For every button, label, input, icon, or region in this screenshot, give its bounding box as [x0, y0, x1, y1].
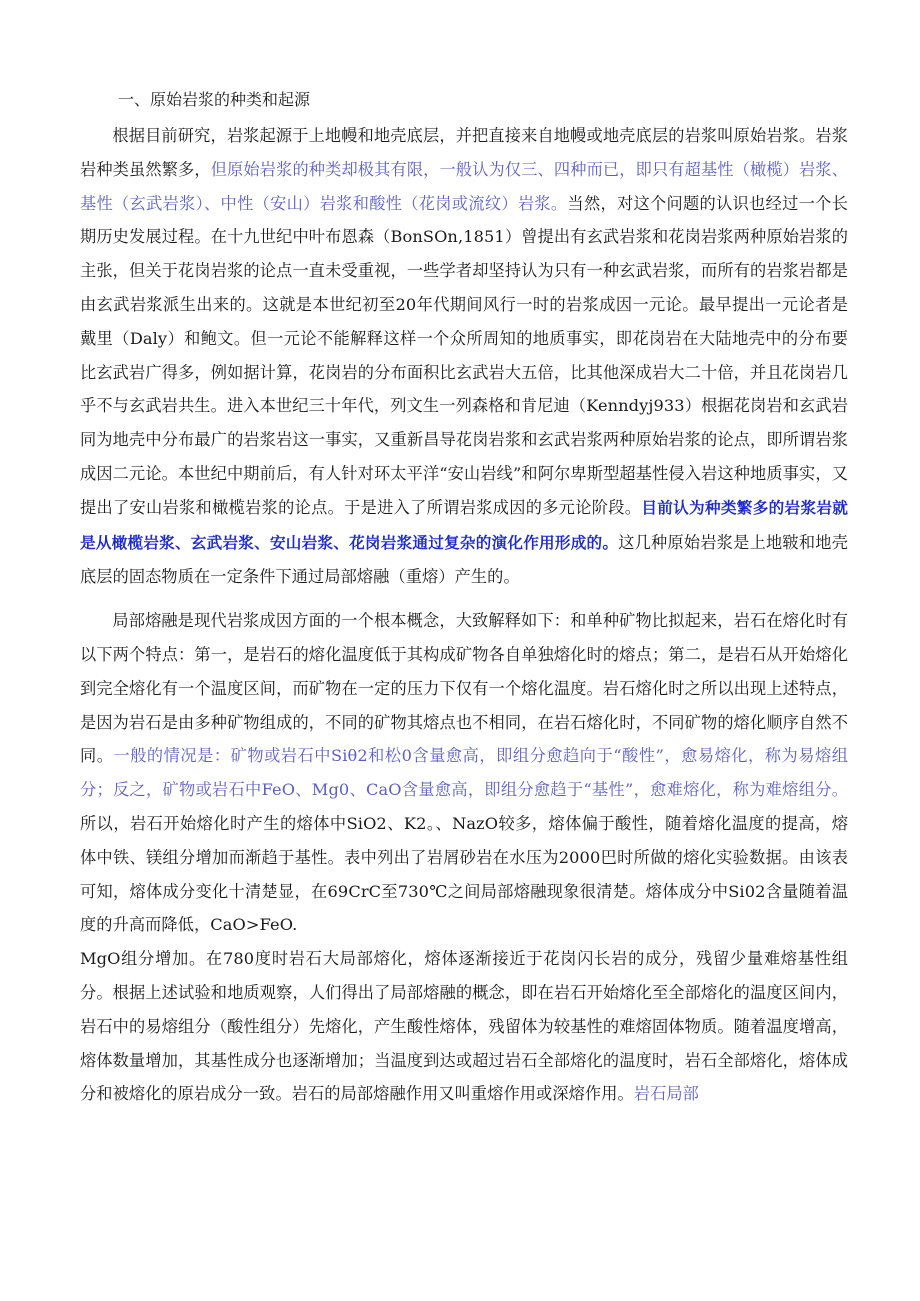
text-run: MgO组分增加。在780度时岩石大局部熔化，熔体逐渐接近于花岗闪长岩的成分，残留少量难熔基性组分。根据上述试验和地质观察，人们得出了局部熔融的概念，即在岩石开始熔化至全部熔化的温度区间内，岩石中的易熔组分（酸性组分）先熔化，产生酸性熔体，残留体为较基性的难熔固体物质。随着温度增高，熔体数量增加，其基性成分也逐渐增加；当温度到达或超过岩石全部熔化的温度时，岩石全部熔化，熔体成分和被熔化的原岩成分一致。岩石的局部熔融作用又叫重熔作用或深熔作用。 — [80, 949, 848, 1104]
text-run: 局部熔融是现代岩浆成因方面的一个根本概念，大致解释如下：和单种矿物比拟起来，岩石在熔化时有以下两个特点：第一，是岩石的熔化温度低于其构成矿物各自单独熔化时的熔点；第二，是岩石从开始熔化到完全熔化有一个温度区间，而矿物在一定的压力下仅有一个熔化温度。岩石熔化时之所以出现上述特点，是因为岩石是由多种矿物组成的，不同的矿物其熔点也不相同，在岩石熔化时，不同矿物的熔化顺序自然不同。 — [80, 611, 848, 766]
text-run: 根据目前研究，岩浆起源于上地幔和地壳底层，并把直接来自地幔或地壳底层的岩浆叫原始岩浆。岩浆岩种类虽然繁多， — [80, 126, 848, 179]
highlighted-text-magma-types: 但原始岩浆的种类却极其有限，一般认为仅三、四种而已，即只有超基性（橄榄）岩浆、基性（玄武岩浆）、中性（安山）岩浆和酸性（花岗或流纹）岩浆。 — [80, 159, 848, 213]
paragraph-partial-melting — [80, 604, 848, 942]
highlighted-text-partial-melting: 岩石局部 — [633, 1084, 699, 1104]
section-heading: 一、原始岩浆的种类和起源 — [118, 90, 311, 109]
document-body — [80, 119, 848, 1111]
paragraph-primary-magma-origin — [80, 119, 848, 594]
highlighted-text-melting-components: 一般的情况是：矿物或岩石中Siθ2和松0含量愈高，即组分愈趋向于“酸性”，愈易熔化，称为易熔组分；反之，矿物或岩石中FeO、Mg0、CaO含量愈高，即组分愈趋于“基性”，愈难熔化，称为难熔组分。 — [80, 746, 848, 800]
text-run: 当然，对这个问题的认识也经过一个长期历史发展过程。在十九世纪中叶布恩森（BonSOn,1851）曾提出有玄武岩浆和花岗岩浆两种原始岩浆的主张，但关于花岗岩浆的论点一直未受重视，一些学者却坚持认为只有一种玄武岩浆，而所有的岩浆岩都是由玄武岩浆派生出来的。这就是本世纪初至20年代期间风行一时的岩浆成因一元论。最早提出一元论者是戴里（Daly）和鲍文。但一元论不能解释这样一个众所周知的地质事实，即花岗岩在大陆地壳中的分布要比玄武岩广得多，例如据计算，花岗岩的分布面积比玄武岩大五倍，比其他深成岩大二十倍，并且花岗岩几乎不与玄武岩共生。进入本世纪三十年代，列文生一列森格和肯尼迪（Kenndyj933）根据花岗岩和玄武岩同为地壳中分布最广的岩浆岩这一事实，又重新昌导花岗岩浆和玄武岩浆两种原始岩浆的论点，即所谓岩浆成因二元论。本世纪中期前后，有人针对环太平洋“安山岩线”和阿尔卑斯型超基性侵入岩这种地质事实，又提出了安山岩浆和橄榄岩浆的论点。于是进入了所谓岩浆成因的多元论阶段。 — [80, 193, 848, 517]
text-run: 这几种原始岩浆是上地皲和地壳底层的固态物质在一定条件下通过局部熔融（重熔）产生的。 — [80, 532, 848, 587]
text-run: 所以，岩石开始熔化时产生的熔体中SiO2、K2。、NazO较多，熔体偏于酸性，随着熔化温度的提高，熔体中铁、镁组分增加而渐趋于基性。表中列出了岩屑砂岩在水压为2000巴时所做的熔化实验数据。由该表可知，熔体成分变化十清楚显，在69CrC至730℃之间局部熔融现象很清楚。熔体成分中Si02含量随着温度的升高而降低，CaO>FeO. — [80, 813, 848, 935]
highlighted-text-current-view: 目前认为种类繁多的岩浆岩就是从橄榄岩浆、玄武岩浆、安山岩浆、花岗岩浆通过复杂的演化作用形成的。 — [80, 498, 848, 552]
paragraph-melting-experiment — [80, 942, 848, 1111]
